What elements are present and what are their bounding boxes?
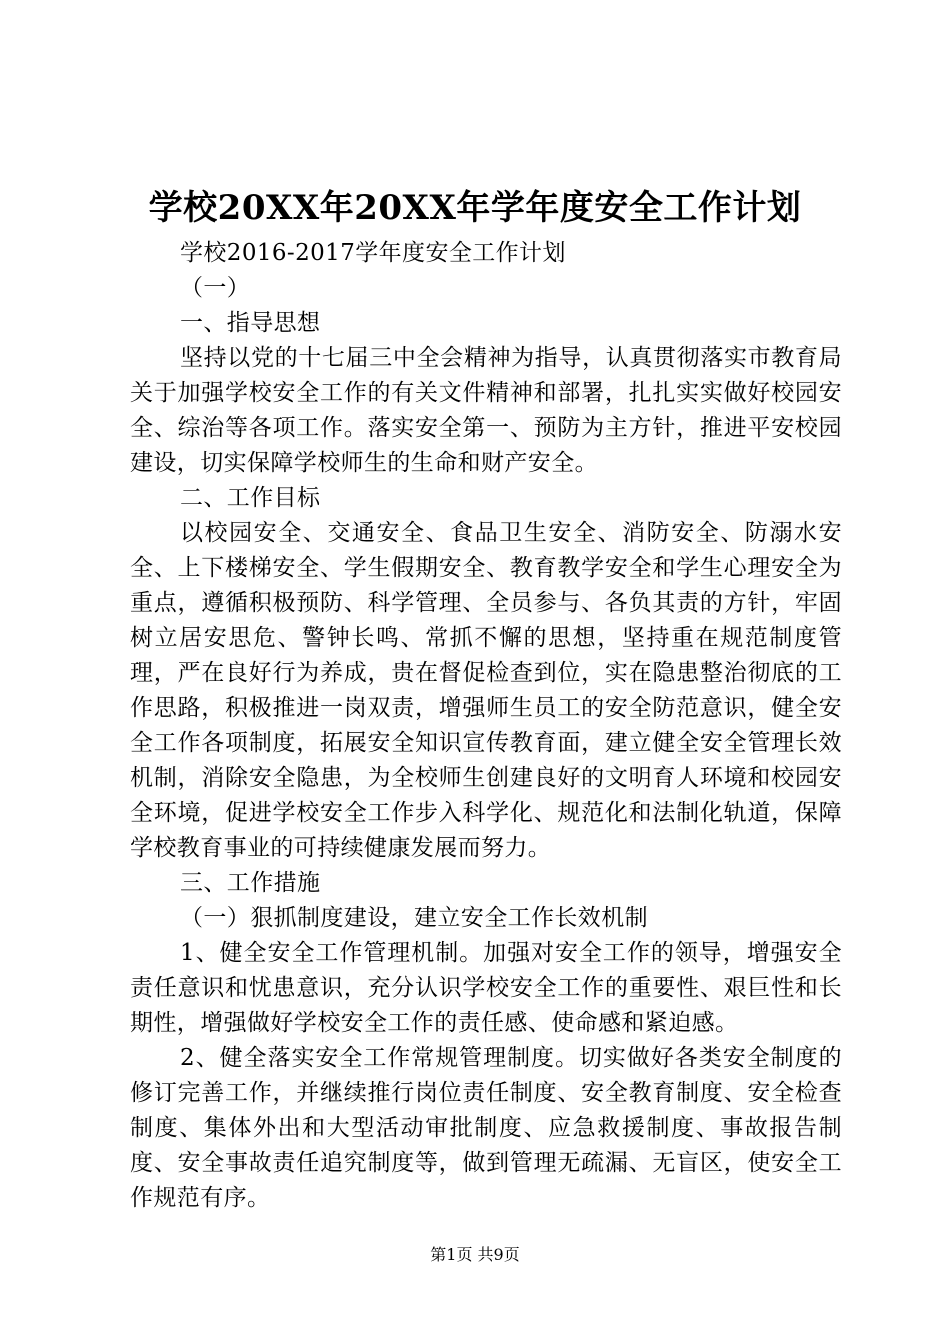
paragraph-measure-1: 1、健全安全工作管理机制。加强对安全工作的领导，增强安全责任意识和忧患意识，充分认识学校安全工作的重要性、艰巨性和长期性，增强做好学校安全工作的责任感、使命感和紧迫感。 [130,940,842,1036]
paragraph-guiding-ideology: 坚持以党的十七届三中全会精神为指导，认真贯彻落实市教育局关于加强学校安全工作的有关文件精神和部署，扎扎实实做好校园安全、综治等各项工作。落实安全第一、预防为主方针，推进平安校园建设，切实保障学校师生的生命和财产安全。 [130,345,842,476]
document-title: 学校20XX年20XX年学年度安全工作计划 [148,188,802,228]
heading-work-goals: 二、工作目标 [180,485,321,511]
paragraph-work-goals: 以校园安全、交通安全、食品卫生安全、消防安全、防溺水安全、上下楼梯安全、学生假期安全、教育教学安全和学生心理安全为重点，遵循积极预防、科学管理、全员参与、各负其责的方针，牢固树立居安思危、警钟长鸣、常抓不懈的思想，坚持重在规范制度管理，严在良好行为养成，贵在督促检查到位，实在隐患整治彻底的工作思路，积极推进一岗双责，增强师生员工的安全防范意识，健全安全工作各项制度，拓展安全知识宣传教育面，建立健全安全管理长效机制，消除安全隐患，为全校师生创建良好的文明育人环境和校园安全环境，促进学校安全工作步入科学化、规范化和法制化轨道，保障学校教育事业的可持续健康发展而努力。 [130,520,842,861]
page-footer: 第1页 共9页 [430,1245,520,1264]
heading-work-measures: 三、工作措施 [180,870,321,896]
paragraph-measure-2: 2、健全落实安全工作常规管理制度。切实做好各类安全制度的修订完善工作，并继续推行岗位责任制度、安全教育制度、安全检查制度、集体外出和大型活动审批制度、应急救援制度、事故报告制度、安全事故责任追究制度等，做到管理无疏漏、无盲区，使安全工作规范有序。 [130,1045,842,1211]
section-marker: （一） [180,275,251,301]
heading-guiding-ideology: 一、指导思想 [180,310,321,336]
subtitle-paragraph: 学校2016-2017学年度安全工作计划 [180,240,566,266]
document-body [130,236,842,1216]
subheading-system-building: （一）狠抓制度建设，建立安全工作长效机制 [180,905,648,931]
